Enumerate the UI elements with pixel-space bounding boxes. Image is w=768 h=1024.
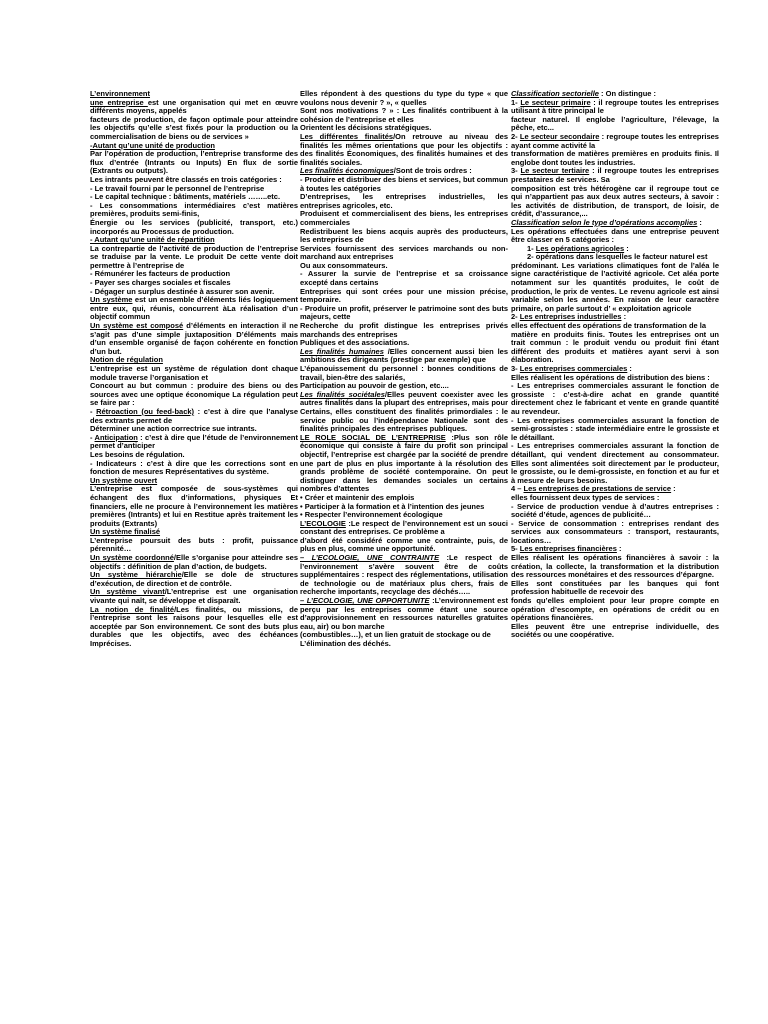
paragraph: Publiques et des associations. — [300, 338, 410, 348]
paragraph: - Assurer la survie de l’entreprise et sa croissance excepté dans certains — [300, 269, 508, 288]
paragraph: D’entreprises, les entreprises industrielles, les entreprises agricoles, etc. — [300, 192, 508, 210]
column-right — [511, 90, 719, 1020]
paragraph: matière en produits finis. Toutes les entreprises ont un trait commun : le produit vendu ou produit fini étant différent des produits et matières ayant servi à son élaboration. — [511, 329, 719, 365]
paragraph: - Rémunérer les facteurs de production — [90, 269, 231, 279]
paragraph: -Autant qu’une unité de production — [90, 140, 215, 150]
paragraph: Un système hiérarchie/Elle se dole de structures d’exécution, de direction et de contrôle. — [90, 570, 298, 588]
paragraph: Orientent les décisions stratégiques. — [300, 123, 432, 133]
paragraph: 1- Le secteur primaire : il regroupe toutes les entreprises utilisant à titre principal le — [511, 97, 719, 116]
paragraph: composition est très hétérogène car il regroupe tout ce qui n’appartient pas aux deux autres secteurs, à savoir : les activités de distribution, de transport, de loisir, de crédit, d’assurance,... — [511, 183, 719, 219]
paragraph: facteur naturel. Il englobe l’agriculture, l’élevage, la pêche, etc... — [511, 114, 719, 133]
paragraph: Elles réalisent les opérations financières à savoir : la création, la collecte, la transformation et la distribution des ressources monétaires et des ressources d’épargne. — [511, 553, 719, 580]
paragraph: - Service de consommation : entreprises rendant des services aux consommateurs : transport, restaurants, locations… — [511, 518, 719, 545]
paragraph: fonds qu’elles emploient pour leur propre compte en opération d’escompte, en opérations de crédit ou en opérations financières. — [511, 596, 719, 623]
paragraph: Les différentes finalités/On retrouve au niveau des finalités les mêmes orientations que pour les objectifs : des finalités Économiques, des finalités humaines et des finalités sociales. — [300, 131, 508, 167]
paragraph: Concourt au but commun : produire des biens ou des sources avec une optique économique La régulation peut se faire par : — [90, 381, 298, 408]
paragraph: L’environnement — [90, 90, 151, 98]
paragraph: elles fournissent deux types de services : — [511, 492, 660, 502]
paragraph: - Service de production vendue à d’autres entreprises : société d’étude, agences de publicité… — [511, 501, 719, 520]
paragraph: 4 – Les entreprises de prestations de service : — [511, 484, 676, 494]
paragraph: - Les consommations intermédiaires c’est matières premières, produits semi-finis, — [90, 200, 298, 219]
paragraph: Sont nos motivations ? » : Les finalités contribuent à la cohésion de l’entreprise et elles — [300, 106, 508, 124]
paragraph: • Respecter l’environnement écologique — [300, 510, 443, 520]
paragraph: Les intrants peuvent être classés en trois catégories : — [90, 174, 282, 184]
paragraph: Elles répondent à des questions du type du type « que voulons nous devenir ? », « quelles — [300, 90, 508, 107]
paragraph: L’épanouissement du personnel : bonnes conditions de travail, bien-être des salariés, — [300, 364, 508, 382]
paragraph: Ou aux consommateurs. — [300, 260, 388, 270]
paragraph: La contrepartie de l’activité de production de l’entreprise se traduise par la vente. Le produit De cette vente doit permettre à l’entreprise de — [90, 243, 298, 270]
paragraph: L’entreprise poursuit des buts : profit, puissance pérennité… — [90, 535, 298, 554]
paragraph: La notion de finalité/Les finalités, ou missions, de l’entreprise sont les raisons pour lesquelles elle est acceptée par Son environnement. Ce sont des buts plus durables que les objectifs, avec des échéances Imprécises. — [90, 604, 298, 648]
paragraph: – L’ECOLOGIE, UNE CONTRAINTE :Le respect de l’environnement s’avère souvent être de coûts supplémentaires : respect des réglementations, utilisation de technologie ou de matériaux plus chers, frais de recherche importants, recyclage des déchés….. — [300, 553, 508, 597]
paragraph: prédominant. Les variations climatiques font de l’aléa le signe caractéristique de l’activité agricole. Cet aléa porte notamment sur les quantités produites, le coût de production, le prix de ventes. Le revenu agricole est ainsi variable selon les années. En raison de leur caractère primaire, on parle surtout d’ « exploitation agricole — [511, 260, 719, 313]
paragraph: 2- Les entreprises industrielles : — [511, 312, 627, 322]
paragraph: Services fournissent des services marchands ou non-marchand aux entreprises — [300, 243, 508, 262]
paragraph: Énergie ou les services (publicité, transport, etc.) incorporés au Processus de production. — [90, 217, 298, 236]
paragraph: Par l’opération de production, l’entreprise transforme des flux d’entrée (Intrants ou Inputs) En flux de sortie (Extrants ou outputs). — [90, 149, 298, 176]
paragraph: Les finalités humaines /Elles concernent aussi bien les ambitions des dirigeants (prestige par exemple) que — [300, 346, 508, 365]
paragraph: - Produire et distribuer des biens et services, but commun à toutes les catégories — [300, 174, 508, 193]
paragraph: - Le capital technique : bâtiments, matériels ……..etc. — [90, 192, 281, 202]
paragraph: d’abord été considéré comme une contrainte, puis, de plus en plus, comme une opportunité. — [300, 535, 508, 554]
paragraph: Classification selon le type d’opérations accomplies : — [511, 217, 702, 227]
column-left — [90, 90, 298, 1020]
paragraph: Les opérations effectuées dans une entreprise peuvent être classer en 5 catégories : — [511, 226, 719, 245]
paragraph: Produisent et commercialisent des biens, les entreprises commerciales — [300, 209, 508, 227]
paragraph: - Autant qu’une unité de répartition — [90, 235, 215, 245]
paragraph: - Le travail fourni par le personnel de l’entreprise — [90, 183, 265, 193]
paragraph: • Créer et maintenir des emplois — [300, 492, 415, 502]
paragraph: transformation de matières premières en produits finis. Il englobe dont toutes les industries. — [511, 149, 719, 167]
paragraph: - Les entreprises commerciales assurant la fonction de semi-grossistes : stade intermédiaire entre le grossiste et le détaillant. — [511, 415, 719, 442]
paragraph: Un système ouvert — [90, 475, 158, 485]
paragraph: - Anticipation : c’est à dire que l’étude de l’environnement permet d’anticiper — [90, 432, 298, 451]
paragraph: L’élimination des déchés. — [300, 639, 391, 648]
paragraph: Un système est composé d’éléments en interaction il ne s’agit pas d’une simple juxtaposition D’éléments mais d’un ensemble organisé de façon cohérente en fonction d’un but. — [90, 321, 298, 356]
paragraph: Classification sectorielle : On distingue : — [511, 90, 657, 98]
paragraph: (combustibles…), et un lien gratuit de stockage ou de — [300, 630, 491, 640]
paragraph: LE ROLE SOCIAL DE L’ENTREPRISE :Plus son rôle économique qui consiste à faire du profit son principal objectif, l’entreprise est chargée par la société de prendre une part de plus en plus importante à la résolution des grands problème de société contemporaine. On peut distinguer dans les demandes sociales un certains nombres d’attentes — [300, 432, 508, 494]
paragraph: 3- Le secteur tertiaire : il regroupe toutes les entreprises prestataires de services. Sa — [511, 166, 719, 184]
paragraph: - Payer ses charges sociales et fiscales — [90, 278, 231, 288]
paragraph: - Les entreprises commerciales assurant le fonction de grossiste : c’est-à-dire achat en grande quantité directement chez le fabricant et vente en grande quantité au revendeur. — [511, 381, 719, 416]
paragraph: Recherche du profit distingue les entreprises privés marchands des entreprises — [300, 321, 508, 339]
paragraph: facteurs de production, de façon optimale pour atteindre les objectifs qu’elle s’est fixés pour la production ou la commercialisation de biens ou de services » — [90, 114, 298, 141]
paragraph: Participation au pouvoir de gestion, etc.... — [300, 381, 449, 391]
paragraph: Elles peuvent être une entreprise individuelle, des sociétés ou une coopérative. — [511, 621, 719, 640]
paragraph: Notion de régulation — [90, 355, 163, 365]
paragraph: 2- Le secteur secondaire : regroupe toutes les entreprises ayant comme activité la — [511, 131, 719, 150]
paragraph: 3- Les entreprises commerciales : — [511, 364, 632, 373]
paragraph: une entreprise est une organisation qui met en œuvre différents moyens, appelés — [90, 97, 298, 116]
paragraph: elles effectuent des opérations de transformation de la — [511, 321, 707, 331]
paragraph: Les finalités économiques/Sont de trois ordres : — [300, 166, 472, 176]
paragraph: • Participer à la formation et à l’intention des jeunes — [300, 501, 485, 511]
paragraph: Un système finalisé — [90, 527, 161, 537]
paragraph: Elles sont constituées par les banques qui font profession habituelle de recevoir des — [511, 578, 719, 597]
paragraph: 5- Les entreprises financières : — [511, 544, 622, 554]
paragraph: Les besoins de régulation. — [90, 449, 185, 459]
paragraph: 2- opérations dans lesquelles le facteur naturel est — [527, 252, 708, 262]
column-middle — [300, 90, 508, 1020]
paragraph: Un système est un ensemble d’éléments liés logiquement entre eux, qui, réunis, concurrent àLa réalisation d’un objectif commun — [90, 295, 298, 322]
paragraph: Un système coordonné/Elle s’organise pour atteindre ses objectifs : définition de plan d’action, de budgets. — [90, 553, 298, 571]
paragraph: – L’ECOLOGIE, UNE OPPORTUNITE :L’environnement est perçu par les entreprises comme étant une source d’approvisionnement en ressources naturelles gratuites eau, air) ou bon marche — [300, 596, 508, 631]
paragraph: 1- Les opérations agricoles : — [527, 243, 629, 253]
paragraph: L’entreprise est composée de sous-systèmes qui échangent des flux d’informations, physiques Et financiers, elle ne procure à l’environnement les matières premières (Intrants) et lui en Restitue après traitement les produits (Extrants) — [90, 484, 298, 528]
paragraph: L’ECOLOGIE :Le respect de l’environnement est un souci constant des entreprises. Ce problème a — [300, 518, 508, 537]
paragraph: Elles réalisent les opérations de distribution des biens : — [511, 372, 710, 382]
paragraph: - Dégager un surplus destinée à assurer son avenir. — [90, 286, 275, 296]
paragraph: Déterminer une action correctrice sue intrants. — [90, 424, 257, 434]
paragraph: Entreprises qui sont crées pour une mission précise, temporaire. — [300, 286, 508, 305]
paragraph: L’entreprise est un système de régulation dont chaque module traverse l’organisation et — [90, 364, 298, 382]
paragraph: - Rétroaction (ou feed-back) : c’est à dire que l’analyse des extrants permet de — [90, 406, 298, 425]
paragraph: Un système vivant/L’entreprise est une organisation vivante qui naît, se développe et disparaît. — [90, 587, 298, 606]
paragraph: - Indicateurs : c’est à dire que les corrections sont en fonction de mesures Représentatives du système. — [90, 458, 298, 477]
paragraph: - Les entreprises commerciales assurant la fonction de détaillant, qui vendent directement au consommateur. Elles sont alimentées soit directement par le producteur, le grossiste, ou le demi-grossiste, en fonction et au fur et à mesure de leurs besoins. — [511, 441, 719, 485]
paragraph: Les finalités sociétales/Elles peuvent coexister avec les autres finalités dans la plupart des entreprises, mais pour Certains, elles constituent des finalités primordiales : le service public ou l’indépendance Nationale sont des finalités principales des entreprises publiques. — [300, 389, 508, 434]
paragraph: - Produire un profit, préserver le patrimoine sont des buts majeurs, cette — [300, 303, 508, 322]
paragraph: Redistribuent les biens acquis auprès des producteurs, les entreprises de — [300, 226, 508, 245]
